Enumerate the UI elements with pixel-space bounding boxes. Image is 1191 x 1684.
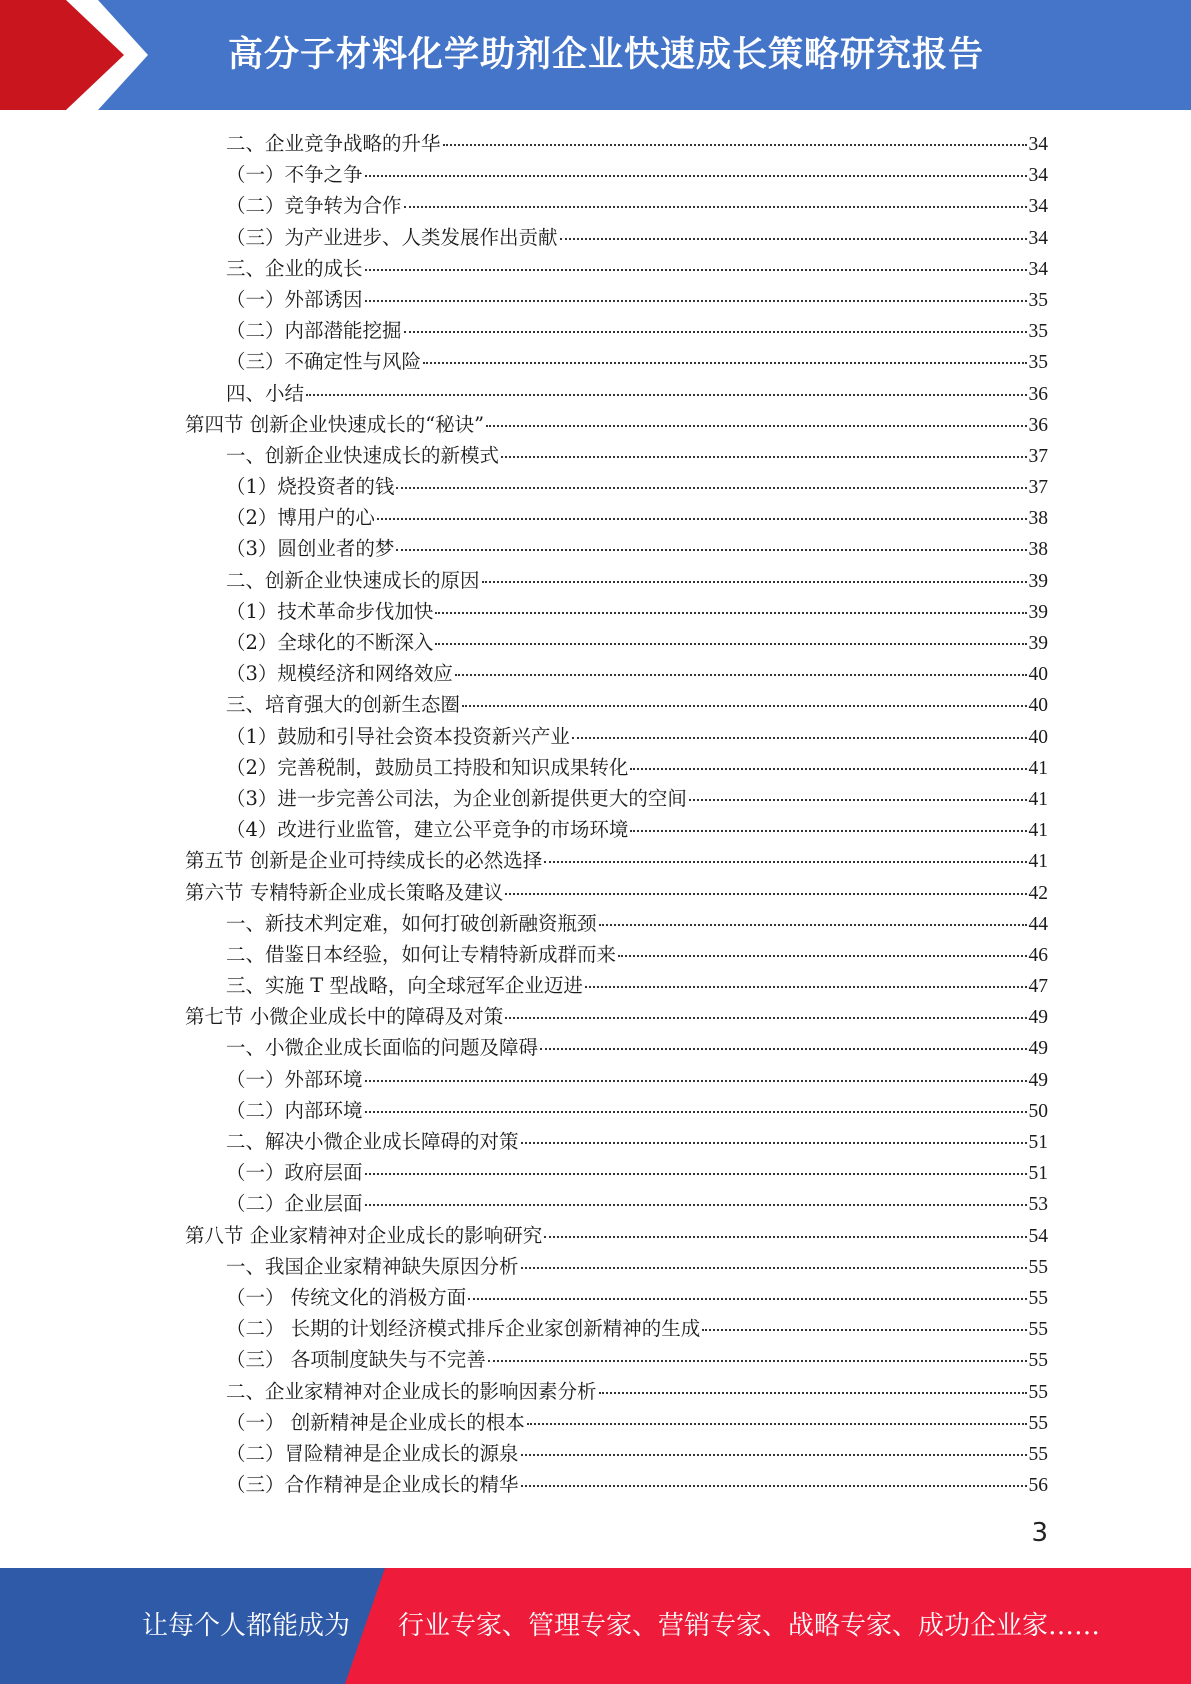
toc-entry-title: （3）圆创业者的梦 [226, 537, 395, 561]
toc-row [0, 1344, 1191, 1375]
toc-entry-title: 二、创新企业快速成长的原因 [226, 568, 480, 592]
toc-row [0, 721, 1191, 752]
toc-entry-title: （二）内部环境 [226, 1098, 363, 1122]
toc-entry-title: （3）进一步完善公司法，为企业创新提供更大的空间 [226, 786, 687, 810]
toc-row [0, 1282, 1191, 1313]
toc-entry-title: （4）改进行业监管，建立公平竞争的市场环境 [226, 818, 629, 842]
toc-entry-title: （一）外部环境 [226, 1067, 363, 1091]
toc-entry-title: （三）合作精神是企业成长的精华 [226, 1473, 519, 1497]
toc-dot-leader [618, 955, 1026, 957]
toc-entry-title: （2）博用户的心 [226, 506, 375, 530]
toc-entry[interactable] [226, 939, 1048, 971]
toc-dot-leader [521, 1485, 1027, 1487]
toc-row [0, 1032, 1191, 1063]
toc-row [0, 845, 1191, 876]
toc-entry[interactable] [226, 346, 1048, 378]
toc-dot-leader [455, 674, 1027, 676]
toc-entry-title: （一）不争之争 [226, 163, 363, 187]
toc-entry[interactable] [226, 1064, 1048, 1096]
toc-dot-leader [365, 300, 1027, 302]
toc-entry[interactable] [226, 596, 1048, 628]
toc-dot-leader [486, 425, 1026, 427]
toc-row [0, 939, 1191, 970]
toc-entry-page: 39 [1028, 633, 1048, 654]
toc-dot-leader [396, 487, 1026, 489]
toc-dot-leader [396, 549, 1026, 551]
toc-entry[interactable] [226, 1095, 1048, 1127]
toc-entry-page: 50 [1028, 1100, 1048, 1122]
toc-dot-leader [377, 518, 1027, 520]
toc-entry[interactable] [226, 1188, 1048, 1220]
toc-entry-page: 40 [1028, 695, 1048, 717]
toc-entry-title: （三） 各项制度缺失与不完善 [226, 1348, 486, 1372]
toc-entry-page: 56 [1028, 1475, 1048, 1497]
toc-entry-page: 40 [1028, 664, 1048, 686]
toc-entry-title: 二、借鉴日本经验，如何让专精特新成群而来 [226, 942, 617, 966]
toc-row [0, 128, 1191, 159]
toc-entry[interactable] [226, 1251, 1048, 1283]
toc-row [0, 1157, 1191, 1188]
toc-entry-title: （一）政府层面 [226, 1161, 363, 1185]
toc-dot-leader [501, 456, 1026, 458]
toc-entry-page: 55 [1028, 1287, 1048, 1309]
toc-entry-page: 41 [1028, 757, 1048, 779]
toc-entry[interactable] [226, 378, 1048, 410]
toc-entry[interactable] [185, 845, 1048, 877]
toc-row [0, 190, 1191, 221]
toc-row [0, 502, 1191, 533]
toc-row [0, 409, 1191, 440]
toc-row [0, 1438, 1191, 1469]
toc-row [0, 315, 1191, 346]
toc-entry-title: 第五节 创新是企业可持续成长的必然选择 [185, 849, 543, 873]
toc-entry-title: （二）冒险精神是企业成长的源泉 [226, 1441, 519, 1465]
toc-entry[interactable] [185, 1001, 1048, 1033]
toc-entry[interactable] [185, 409, 1048, 441]
table-of-contents [0, 128, 1191, 1500]
toc-entry[interactable] [226, 1469, 1048, 1501]
toc-row [0, 1188, 1191, 1219]
toc-entry-title: （一） 传统文化的消极方面 [226, 1285, 467, 1309]
toc-row [0, 970, 1191, 1001]
toc-entry-page: 55 [1028, 1350, 1048, 1372]
toc-dot-leader [435, 643, 1026, 645]
toc-entry-title: （三）为产业进步、人类发展作出贡献 [226, 225, 558, 249]
toc-dot-leader [306, 394, 1026, 396]
toc-entry-page: 46 [1028, 944, 1048, 966]
toc-entry-page: 36 [1028, 414, 1048, 436]
toc-row [0, 565, 1191, 596]
toc-dot-leader [404, 206, 1027, 208]
footer-slogan-right: 行业专家、管理专家、营销专家、战略专家、成功企业家…… [398, 1611, 1101, 1641]
toc-row [0, 814, 1191, 845]
toc-row [0, 1376, 1191, 1407]
toc-entry-page: 40 [1028, 726, 1048, 748]
toc-entry-page: 37 [1028, 445, 1048, 467]
toc-entry-title: 二、企业家精神对企业成长的影响因素分析 [226, 1379, 597, 1403]
toc-row [0, 627, 1191, 658]
toc-entry-page: 34 [1028, 258, 1048, 280]
toc-row [0, 1064, 1191, 1095]
toc-entry-page: 37 [1028, 477, 1048, 499]
toc-entry[interactable] [226, 222, 1048, 254]
toc-entry[interactable] [185, 877, 1048, 909]
toc-entry-title: （3）规模经济和网络效应 [226, 662, 453, 686]
toc-dot-leader [365, 1204, 1027, 1206]
toc-row [0, 658, 1191, 689]
toc-entry-title: 三、企业的成长 [226, 256, 363, 280]
toc-row [0, 222, 1191, 253]
toc-entry-title: 二、解决小微企业成长障碍的对策 [226, 1130, 519, 1153]
toc-row [0, 1407, 1191, 1438]
toc-row [0, 533, 1191, 564]
toc-entry-title: （1）技术革命步伐加快 [226, 599, 434, 623]
toc-entry-title: 一、我国企业家精神缺失原因分析 [226, 1254, 519, 1278]
toc-entry-page: 49 [1028, 1007, 1048, 1029]
toc-entry[interactable] [226, 721, 1048, 753]
toc-entry-page: 41 [1028, 820, 1048, 842]
toc-entry-page: 55 [1028, 1256, 1048, 1278]
toc-row [0, 1313, 1191, 1344]
toc-entry-title: 一、小微企业成长面临的问题及障碍 [226, 1036, 539, 1060]
toc-row [0, 1001, 1191, 1032]
toc-entry-page: 51 [1028, 1132, 1048, 1153]
toc-entry-title: （1）烧投资者的钱 [226, 475, 395, 499]
toc-entry-page: 49 [1028, 1038, 1048, 1060]
toc-entry-title: （二） 长期的计划经济模式排斥企业家创新精神的生成 [226, 1317, 701, 1341]
toc-dot-leader [599, 1392, 1027, 1394]
toc-entry[interactable] [226, 1313, 1048, 1345]
toc-entry[interactable] [226, 284, 1048, 316]
toc-entry-page: 47 [1028, 976, 1048, 998]
toc-row [0, 378, 1191, 409]
toc-dot-leader [365, 1080, 1027, 1082]
toc-entry-page: 54 [1028, 1225, 1048, 1247]
toc-dot-leader [468, 1298, 1026, 1300]
toc-dot-leader [572, 737, 1027, 739]
toc-entry[interactable] [226, 315, 1048, 347]
toc-entry[interactable] [226, 627, 1048, 659]
toc-dot-leader [488, 1360, 1027, 1362]
toc-dot-leader [365, 1173, 1027, 1175]
toc-entry[interactable] [226, 1407, 1048, 1439]
toc-dot-leader [630, 768, 1026, 770]
toc-dot-leader [521, 1267, 1027, 1269]
report-title: 高分子材料化学助剂企业快速成长策略研究报告 [228, 35, 985, 75]
toc-entry[interactable] [226, 159, 1048, 191]
toc-dot-leader [365, 1111, 1027, 1113]
toc-entry[interactable] [226, 440, 1048, 472]
page-header [0, 0, 1191, 110]
toc-entry[interactable] [226, 502, 1048, 534]
page-footer [0, 1568, 1191, 1684]
toc-dot-leader [630, 830, 1026, 832]
toc-entry-page: 38 [1028, 508, 1048, 530]
toc-dot-leader [585, 986, 1027, 988]
toc-entry-page: 35 [1028, 321, 1048, 343]
toc-dot-leader [423, 362, 1026, 364]
toc-row [0, 1251, 1191, 1282]
toc-entry[interactable] [226, 908, 1048, 940]
toc-row [0, 1469, 1191, 1500]
toc-row [0, 877, 1191, 908]
toc-row [0, 253, 1191, 284]
toc-entry[interactable] [226, 658, 1048, 690]
toc-entry-title: （2）全球化的不断深入 [226, 631, 434, 654]
toc-entry[interactable] [226, 190, 1048, 222]
chevron-arrow-icon [0, 0, 160, 110]
toc-entry-title: 第四节 创新企业快速成长的“秘诀” [185, 412, 485, 436]
toc-entry-title: （1）鼓励和引导社会资本投资新兴产业 [226, 724, 570, 748]
toc-entry[interactable] [226, 970, 1048, 1002]
toc-row [0, 1095, 1191, 1126]
toc-dot-leader [505, 893, 1026, 895]
toc-dot-leader [365, 269, 1027, 271]
toc-entry[interactable] [226, 1282, 1048, 1314]
toc-entry[interactable] [226, 1032, 1048, 1064]
toc-dot-leader [521, 1142, 1027, 1144]
toc-row [0, 284, 1191, 315]
toc-entry-page: 34 [1028, 227, 1048, 249]
toc-entry-title: 一、新技术判定难，如何打破创新融资瓶颈 [226, 911, 597, 935]
toc-entry-page: 36 [1028, 383, 1048, 405]
toc-entry[interactable] [226, 533, 1048, 565]
toc-entry-page: 35 [1028, 289, 1048, 311]
toc-row [0, 1126, 1191, 1157]
toc-dot-leader [560, 238, 1027, 240]
toc-entry[interactable] [226, 128, 1048, 160]
toc-entry-title: 三、培育强大的创新生态圈 [226, 693, 461, 717]
toc-entry-page: 34 [1028, 196, 1048, 218]
toc-row [0, 159, 1191, 190]
toc-row [0, 1220, 1191, 1251]
toc-entry[interactable] [226, 814, 1048, 846]
toc-entry[interactable] [226, 1157, 1048, 1189]
toc-dot-leader [544, 861, 1026, 863]
toc-entry-page: 41 [1028, 851, 1048, 873]
page-number: 3 [1031, 1518, 1048, 1548]
toc-dot-leader [505, 1017, 1026, 1019]
toc-row [0, 596, 1191, 627]
footer-slogan-left: 让每个人都能成为 [142, 1611, 351, 1641]
toc-entry-page: 35 [1028, 352, 1048, 374]
toc-entry-page: 42 [1028, 882, 1048, 904]
toc-entry-title: （三）不确定性与风险 [226, 350, 422, 374]
toc-entry-page: 39 [1028, 601, 1048, 623]
toc-row [0, 752, 1191, 783]
toc-dot-leader [462, 705, 1026, 707]
toc-dot-leader [435, 612, 1026, 614]
toc-entry-title: 四、小结 [226, 381, 305, 405]
toc-entry-page: 53 [1028, 1194, 1048, 1216]
toc-entry-title: （二）企业层面 [226, 1192, 363, 1216]
toc-entry-title: 二、企业竞争战略的升华 [226, 132, 441, 155]
toc-entry-page: 34 [1028, 165, 1048, 187]
toc-dot-leader [482, 581, 1027, 583]
toc-entry-title: 第八节 企业家精神对企业成长的影响研究 [185, 1223, 543, 1247]
toc-row [0, 783, 1191, 814]
toc-entry-title: （2）完善税制，鼓励员工持股和知识成果转化 [226, 755, 629, 779]
toc-entry[interactable] [185, 1220, 1048, 1252]
toc-entry-page: 34 [1028, 134, 1048, 155]
toc-dot-leader [689, 799, 1027, 801]
toc-dot-leader [365, 175, 1027, 177]
toc-dot-leader [527, 1423, 1027, 1425]
toc-entry-title: 三、实施 T 型战略，向全球冠军企业迈进 [226, 974, 583, 998]
toc-entry[interactable] [226, 253, 1048, 285]
toc-row [0, 689, 1191, 720]
toc-entry[interactable] [226, 471, 1048, 503]
toc-dot-leader [521, 1454, 1027, 1456]
toc-entry-title: 第六节 专精特新企业成长策略及建议 [185, 880, 504, 904]
toc-entry-page: 55 [1028, 1319, 1048, 1341]
toc-entry[interactable] [226, 1126, 1048, 1158]
toc-entry-page: 55 [1028, 1412, 1048, 1434]
toc-dot-leader [540, 1048, 1026, 1050]
toc-entry-page: 55 [1028, 1381, 1048, 1403]
toc-entry[interactable] [226, 565, 1048, 597]
toc-entry-page: 55 [1028, 1443, 1048, 1465]
toc-entry[interactable] [226, 752, 1048, 784]
toc-row [0, 346, 1191, 377]
toc-dot-leader [544, 1236, 1026, 1238]
toc-entry[interactable] [226, 783, 1048, 815]
toc-row [0, 471, 1191, 502]
toc-entry-page: 51 [1028, 1163, 1048, 1185]
toc-entry-page: 38 [1028, 539, 1048, 561]
toc-dot-leader [443, 144, 1027, 146]
toc-entry-title: 一、创新企业快速成长的新模式 [226, 443, 500, 467]
toc-entry[interactable] [226, 689, 1048, 721]
toc-entry-title: （二）内部潜能挖掘 [226, 319, 402, 343]
toc-dot-leader [599, 924, 1027, 926]
toc-row [0, 440, 1191, 471]
toc-entry-page: 41 [1028, 788, 1048, 810]
toc-entry[interactable] [226, 1376, 1048, 1408]
toc-entry-page: 49 [1028, 1069, 1048, 1091]
toc-entry-title: （二）竞争转为合作 [226, 194, 402, 218]
toc-entry[interactable] [226, 1344, 1048, 1376]
toc-dot-leader [702, 1329, 1026, 1331]
toc-entry-title: （一）外部诱因 [226, 287, 363, 311]
toc-entry[interactable] [226, 1438, 1048, 1470]
toc-dot-leader [404, 331, 1027, 333]
toc-entry-page: 39 [1028, 570, 1048, 592]
toc-entry-title: 第七节 小微企业成长中的障碍及对策 [185, 1005, 504, 1029]
toc-entry-title: （一） 创新精神是企业成长的根本 [226, 1410, 525, 1434]
toc-row [0, 908, 1191, 939]
toc-entry-page: 44 [1028, 913, 1048, 935]
